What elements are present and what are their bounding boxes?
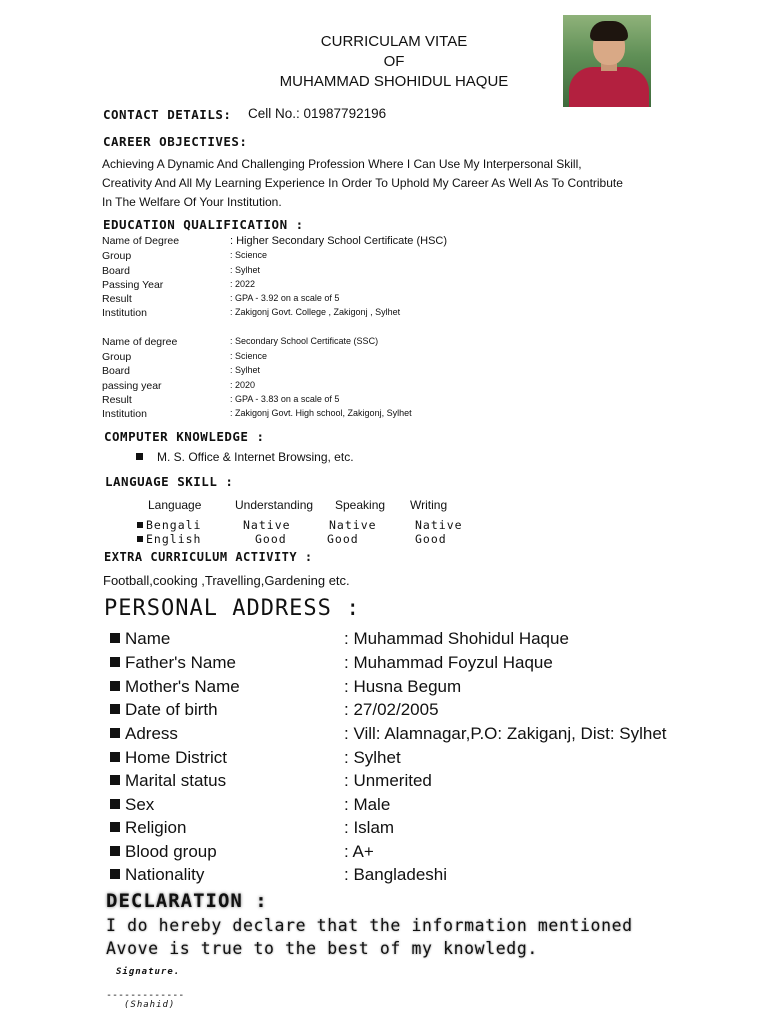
personal-row: Marital status : Unmerited (110, 771, 710, 793)
lang-cell: Good (327, 532, 359, 546)
bullet-icon (110, 846, 120, 856)
bullet-icon (110, 633, 120, 643)
declaration-line-1: I do hereby declare that the information mentioned (106, 916, 633, 935)
bullet-icon (110, 728, 120, 738)
personal-row: Date of birth : 27/02/2005 (110, 700, 710, 722)
edu-hsc-row: Institution : Zakigonj Govt. College , Zakigonj , Sylhet (102, 307, 401, 319)
education-label: EDUCATION QUALIFICATION : (103, 217, 304, 232)
personal-row: Adress : Vill: Alamnagar,P.O: Zakiganj, Dist: Sylhet (110, 724, 710, 746)
profile-photo (563, 15, 651, 107)
edu-ssc-row: Name of degree : Secondary School Certificate (SSC) (102, 336, 379, 348)
declaration-line-2: Avove is true to the best of my knowledg. (106, 939, 538, 958)
bullet-icon (110, 799, 120, 809)
personal-row: Religion : Islam (110, 818, 710, 840)
computer-item: M. S. Office & Internet Browsing, etc. (136, 450, 354, 464)
bullet-icon (137, 536, 143, 542)
lang-row-bengali: Bengali (137, 518, 201, 532)
personal-row: Father's Name : Muhammad Foyzul Haque (110, 653, 710, 675)
cv-title-name: MUHAMMAD SHOHIDUL HAQUE (279, 73, 509, 90)
edu-ssc-row: Institution : Zakigonj Govt. High school, Zakigonj, Sylhet (102, 408, 412, 420)
career-line-3: In The Welfare Of Your Institution. (102, 195, 282, 209)
contact-value: Cell No.: 01987792196 (248, 106, 387, 121)
career-line-2: Creativity And All My Learning Experience In Order To Uphold My Career As Well As To Contribute (102, 176, 623, 190)
bullet-icon (137, 522, 143, 528)
bullet-icon (110, 869, 120, 879)
cv-title-line1: CURRICULAM VITAE (320, 33, 468, 50)
edu-ssc-row: passing year : 2020 (102, 380, 256, 392)
bullet-icon (110, 681, 120, 691)
career-label: CAREER OBJECTIVES: (103, 134, 248, 149)
lang-header-language: Language (148, 498, 202, 512)
edu-hsc-row: Group : Science (102, 250, 268, 262)
extra-value: Football,cooking ,Travelling,Gardening etc. (103, 573, 350, 588)
personal-row: Home District : Sylhet (110, 748, 710, 770)
extra-label: EXTRA CURRICULUM ACTIVITY : (104, 550, 313, 564)
computer-label: COMPUTER KNOWLEDGE : (104, 429, 265, 444)
bullet-icon (110, 657, 120, 667)
lang-cell: Native (415, 518, 463, 532)
contact-label: CONTACT DETAILS: (103, 107, 232, 122)
bullet-icon (110, 822, 120, 832)
personal-row: Name : Muhammad Shohidul Haque (110, 629, 710, 651)
edu-hsc-row: Board : Sylhet (102, 265, 261, 277)
lang-cell: Good (255, 532, 287, 546)
edu-hsc-row: Passing Year : 2022 (102, 279, 256, 291)
edu-hsc-row: Result : GPA - 3.92 on a scale of 5 (102, 293, 340, 305)
bullet-icon (110, 752, 120, 762)
lang-cell: Native (329, 518, 377, 532)
personal-row: Blood group : A+ (110, 842, 710, 864)
signature-line: ------------- (106, 990, 185, 1001)
personal-row: Nationality : Bangladeshi (110, 865, 710, 887)
lang-row-english: English (137, 532, 201, 546)
bullet-icon (110, 775, 120, 785)
signature-name: (Shahid) (124, 1000, 176, 1010)
personal-row: Sex : Male (110, 795, 710, 817)
career-line-1: Achieving A Dynamic And Challenging Profession Where I Can Use My Interpersonal Skill, (102, 157, 582, 171)
edu-ssc-row: Group : Science (102, 351, 268, 363)
lang-cell: Native (243, 518, 291, 532)
language-label: LANGUAGE SKILL : (105, 474, 234, 489)
bullet-icon (136, 453, 143, 460)
edu-ssc-row: Board : Sylhet (102, 365, 261, 377)
bullet-icon (110, 704, 120, 714)
edu-ssc-row: Result : GPA - 3.83 on a scale of 5 (102, 394, 340, 406)
edu-hsc-row: Name of Degree : Higher Secondary School Certificate (HSC) (102, 235, 448, 247)
lang-header-speaking: Speaking (335, 498, 386, 512)
personal-label: PERSONAL ADDRESS : (104, 596, 361, 621)
declaration-label: DECLARATION : (106, 890, 268, 912)
signature-label: Signature. (116, 967, 181, 977)
lang-header-understanding: Understanding (235, 498, 314, 512)
personal-row: Mother's Name : Husna Begum (110, 677, 710, 699)
lang-cell: Good (415, 532, 447, 546)
lang-header-writing: Writing (410, 498, 448, 512)
cv-title-line2: OF (383, 53, 405, 70)
